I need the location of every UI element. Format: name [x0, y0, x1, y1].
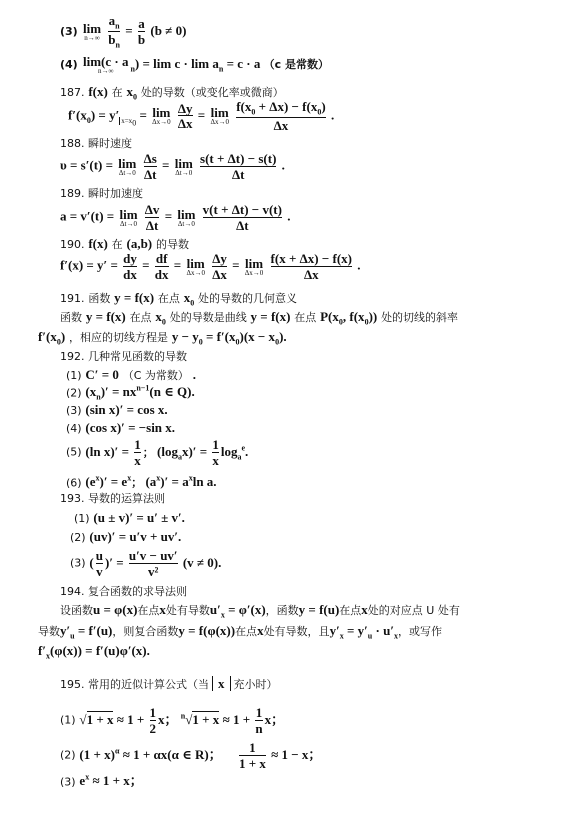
paragraph-194-line1: 设函数u = φ(x)在点x处有导数$u'_x = \varphi'(x)$，函数y = f(u)在点x处的对应点 U 处有	[60, 602, 460, 620]
heading-188: 188. 瞬时速度	[60, 137, 132, 150]
equation-189: a = v′(t) = lim Δt→0 $\frac{\Delta v}{\Delta t}$ = lim Δt→0 $\frac{v(t + \Delta t) - v(t)}{\Delta t}$ .	[60, 202, 291, 233]
paragraph-191-line2: $f'(x_0)$ ，相应的切线方程是 $y - y_0 = f'(x_0)(x - x_0)$.	[38, 329, 287, 347]
paragraph-194-line3: $f'_x(\varphi(x)) = f'(u)\varphi'(x)$.	[38, 643, 150, 661]
paragraph-194-line2: 导数$y'_u = f'(u)$，则复合函数y = f(φ(x))在点x处有导数，且$y'_x = y'_u \cdot u'_x$，或写作	[38, 623, 442, 641]
derivative-5: (5) (ln x)′ = $\frac{1}{x}$ ； $(\log_ax)'$ = $\frac{1}{x}$ $\log_a^e$.	[66, 437, 249, 468]
equation-187: $f'(x_0) = y'$ $_{x=x_0}$ = lim Δx→0 $\frac{\Delta y}{\Delta x}$ = lim Δx→0 $\frac{f(x_0 + \Delta x) - f(x_0)}{\Delta x}$ .	[68, 99, 335, 133]
limit-rule-3: (3) lim n→∞ $\frac{a_n}{b_n}$ = $\frac{a}{b}$ (b ≠ 0)	[60, 13, 187, 50]
approx-2: (2) $(1 + x)^\alpha \approx 1 + \alpha x(\alpha$ ∈ R)； $\frac{1}{1 + x}$ ≈ 1 − x；	[60, 740, 322, 771]
heading-187: 187. f(x) 在 $x_0$ 处的导数（或变化率或微商）	[60, 84, 284, 102]
derivative-3: (3) (sin x)′ = cos x.	[66, 402, 168, 417]
heading-193: 193. 导数的运算法则	[60, 492, 165, 505]
heading-192: 192. 几种常见函数的导数	[60, 350, 187, 363]
heading-194: 194. 复合函数的求导法则	[60, 585, 187, 598]
equation-188: υ = s′(t) = lim Δt→0 $\frac{\Delta s}{\Delta t}$ = lim Δt→0 $\frac{s(t + \Delta t) - s(t)}{\Delta t}$ .	[60, 151, 285, 182]
heading-189: 189. 瞬时加速度	[60, 187, 143, 200]
rule-1: (1) (u ± v)′ = u′ ± v′.	[74, 510, 185, 525]
rule-2: (2) (uv)′ = u′v + uv′.	[70, 529, 182, 544]
heading-191: 191. 函数 y = f(x) 在点 $x_0$ 处的导数的几何意义	[60, 290, 298, 308]
approx-3: (3) $e^x \approx 1 + x$；	[60, 773, 143, 789]
heading-190: 190. f(x) 在 (a,b) 的导数	[60, 236, 189, 251]
derivative-2: (2) $(x_n)' = nx^{n-1}(n$ ∈ Q).	[66, 384, 195, 402]
approx-1: (1) √1 + x ≈ 1 + $\frac{1}{2}$ x； $^n$√1 + x ≈ 1 + $\frac{1}{n}$ x；	[60, 705, 285, 736]
derivative-4: (4) (cos x)′ = −sin x.	[66, 420, 176, 435]
equation-190: f′(x) = y′ = $\frac{dy}{dx}$ = $\frac{df}{dx}$ = lim Δx→0 $\frac{\Delta y}{\Delta x}$ = lim Δx→0 $\frac{f(x + \Delta x) - f(x)}{\Delta x}$ .	[60, 251, 361, 282]
derivative-1: (1) C′ = 0 （C 为常数） .	[66, 367, 196, 382]
paragraph-191-line1: 函数 y = f(x) 在点 $x_0$ 处的导数是曲线 y = f(x) 在点 $P(x_0$, $f(x_0)$) 处的切线的斜率	[60, 309, 459, 327]
derivative-6: (6) $(e^x)' = e^x$； $(a^x)' = a^x\ln$ a.	[66, 474, 217, 490]
heading-195: 195. 常用的近似计算公式（当 x 充小时）	[60, 676, 278, 691]
rule-3: (3) ( $\frac{u}{v}$ )′ = $\frac{u'v - uv'}{\text{v²}}$ (v ≠ 0).	[70, 548, 222, 579]
limit-rule-4: (4) lim(c · a n→∞ $_n) = \lim c \cdot \lim a_n = c \cdot a$ （c 是常数）	[60, 54, 329, 75]
